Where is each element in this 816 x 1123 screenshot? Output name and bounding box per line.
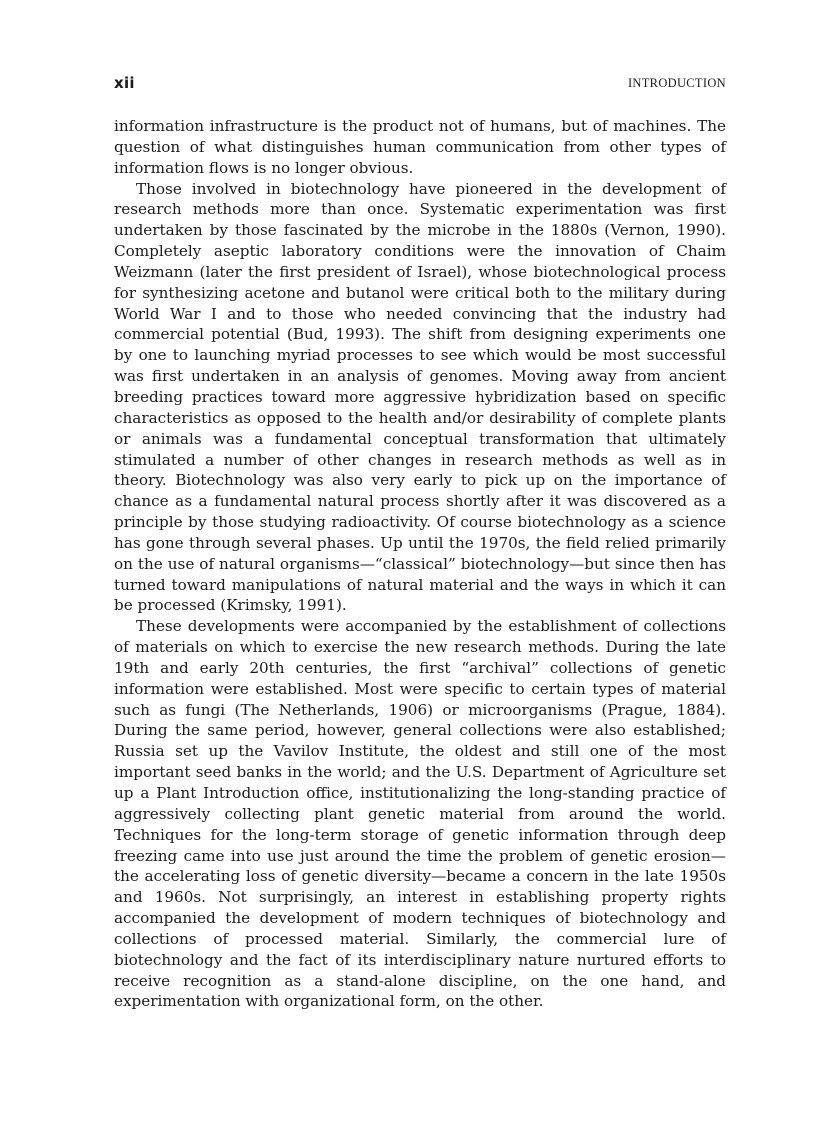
paragraph-continued: information infrastructure is the product not of humans, but of machines. The question of what distinguishes human communication from other types of information flows is no longer obvious. bbox=[114, 117, 726, 177]
body-text bbox=[114, 116, 726, 1012]
paragraph: Those involved in biotechnology have pioneered in the development of research methods more than once. Systematic experimentation was first undertaken by those fascinated by the microbe in the 1880s (Vernon, 1990). Completely aseptic laboratory conditions were the innovation of Chaim Weizmann (later the first president of Israel), whose biotechnological process for synthesizing acetone and butanol were critical both to the military during World War I and to those who needed convincing that the industry had commercial potential (Bud, 1993). The shift from designing experiments one by one to launching myriad processes to see which would be most successful was first undertaken in an analysis of genomes. Moving away from ancient breeding practices toward more aggressive hybridization based on specific characteristics as opposed to the health and/or desirability of complete plants or animals was a fundamental conceptual transformation that ultimately stimulated a number of other changes in research methods as well as in theory. Biotechnology was also very early to pick up on the importance of chance as a fundamental natural process shortly after it was discovered as a principle by those studying radioactivity. Of course biotechnology as a science has gone through several phases. Up until the 1970s, the field relied primarily on the use of natural organisms—“classical” biotechnology—but since then has turned toward manipulations of natural material and the ways in which it can be processed (Krimsky, 1991). bbox=[114, 179, 726, 615]
running-title: INTRODUCTION bbox=[627, 76, 726, 90]
paragraph: These developments were accompanied by the establishment of collections of materials on which to exercise the new research methods. During the late 19th and early 20th centuries, the first “archival” collections of genetic information were established. Most were specific to certain types of material such as fungi (The Netherlands, 1906) or microorganisms (Prague, 1884). During the same period, however, general collections were also established; Russia set up the Vavilov Institute, the oldest and still one of the most important seed banks in the world; and the U.S. Department of Agriculture set up a Plant Introduction office, institutionalizing the long-standing practice of aggressively collecting plant genetic material from around the world. Techniques for the long-term storage of genetic information through deep freezing came into use just around the time the problem of genetic erosion—the accelerating loss of genetic diversity—became a concern in the late 1950s and 1960s. Not surprisingly, an interest in establishing property rights accompanied the development of modern techniques of biotechnology and collections of processed material. Similarly, the commercial lure of biotechnology and the fact of its interdisciplinary nature nurtured efforts to receive recognition as a stand-alone discipline, on the one hand, and experimentation with organizational form, on the other. bbox=[114, 617, 726, 1011]
running-head bbox=[114, 74, 726, 98]
page-number: xii bbox=[114, 74, 135, 92]
